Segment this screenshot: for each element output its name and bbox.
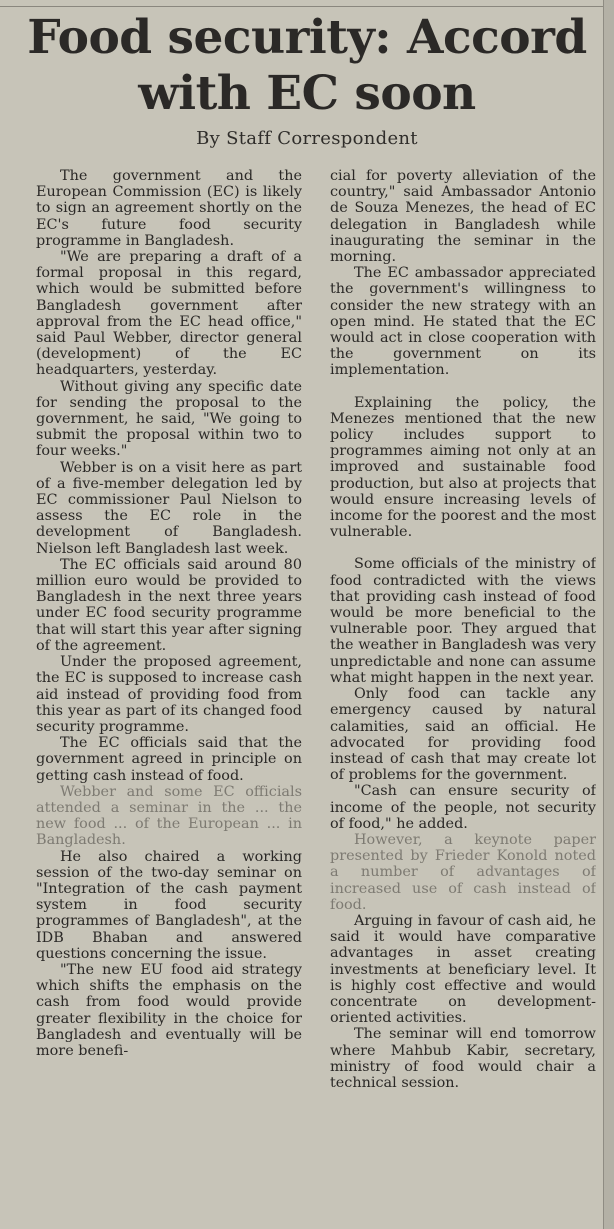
paragraph: cial for poverty alleviation of the country," said Ambassador Antonio de Souza Menezes, the head of EC delegation in Bangladesh while inaugurating the seminar in the morning. bbox=[330, 168, 596, 266]
left-column bbox=[36, 168, 302, 1229]
paragraph: Webber and some EC officials attended a seminar in the ... the new food ... of the European ... in Bangladesh. bbox=[36, 783, 302, 849]
paragraph: The EC ambassador appreciated the government's willingness to consider the new strategy with an open mind. He stated that the EC would act in close cooperation with the government on its implementation. bbox=[330, 265, 596, 379]
right-column bbox=[330, 168, 596, 1229]
paragraph: Some officials of the ministry of food contradicted with the views that providing cash instead of food would be more beneficial to the vulnerable poor. They argued that the weather in Bangladesh was very unpredictable and none can assume what might happen in the next year. bbox=[330, 556, 596, 686]
headline bbox=[0, 10, 614, 122]
paragraph: Only food can tackle any emergency caused by natural calamities, said an official. He advocated for providing food instead of cash that may create lot of problems for the government. bbox=[330, 686, 596, 784]
paragraph: Without giving any specific date for sending the proposal to the government, he said, "We going to submit the proposal within two to four weeks." bbox=[36, 378, 302, 460]
headline-line-2: with EC soon bbox=[138, 66, 476, 121]
paragraph: The EC officials said that the government agreed in principle on getting cash instead of food. bbox=[36, 735, 302, 784]
top-rule bbox=[0, 0, 614, 7]
paragraph: The government and the European Commission (EC) is likely to sign an agreement shortly on the EC's future food security programme in Bangladesh. bbox=[36, 168, 302, 249]
page-edge bbox=[603, 0, 614, 1229]
paragraph: "The new EU food aid strategy which shifts the emphasis on the cash from food would provide greater flexibility in the choice for Bangladesh and eventually will be more benefi- bbox=[36, 961, 302, 1059]
paragraph: Under the proposed agreement, the EC is supposed to increase cash aid instead of providing food from this year as part of its changed food security programme. bbox=[36, 654, 302, 735]
headline-line-1: Food security: Accord bbox=[27, 10, 587, 65]
paragraph: Arguing in favour of cash aid, he said it would have comparative advantages in asset creating investments at beneficiary level. It is highly cost effective and would concentrate on development-oriented activities. bbox=[330, 912, 596, 1027]
paragraph: He also chaired a working session of the two-day seminar on "Integration of the cash payment system in food security programmes of Bangladesh", at the IDB Bhaban and answered questions concerning the issue. bbox=[36, 848, 302, 962]
paragraph: However, a keynote paper presented by Frieder Konold noted a number of advantages of increased use of cash instead of food. bbox=[330, 831, 596, 913]
paragraph: The EC officials said around 80 million euro would be provided to Bangladesh in the next three years under EC food security programme that will start this year after signing of the agreement. bbox=[36, 556, 302, 654]
paragraph: "Cash can ensure security of income of the people, not security of food," he added. bbox=[330, 783, 596, 832]
paragraph: "We are preparing a draft of a formal proposal in this regard, which would be submitted before Bangladesh government after approval from the EC head office," said Paul Webber, director general (development) of the EC headquarters, yesterday. bbox=[36, 249, 302, 379]
paragraph: Webber is on a visit here as part of a five-member delegation led by EC commissioner Paul Nielson to assess the EC role in the development of Bangladesh. Nielson left Bangladesh last week. bbox=[36, 459, 302, 557]
paragraph: The seminar will end tomorrow where Mahbub Kabir, secretary, ministry of food would chair a technical session. bbox=[330, 1026, 596, 1091]
paragraph: Explaining the policy, the Menezes mentioned that the new policy includes support to programmes aiming not only at an improved and sustainable food production, but also at projects that would ensure increasing levels of income for the poorest and the most vulnerable. bbox=[330, 394, 596, 541]
byline: By Staff Correspondent bbox=[196, 128, 418, 149]
